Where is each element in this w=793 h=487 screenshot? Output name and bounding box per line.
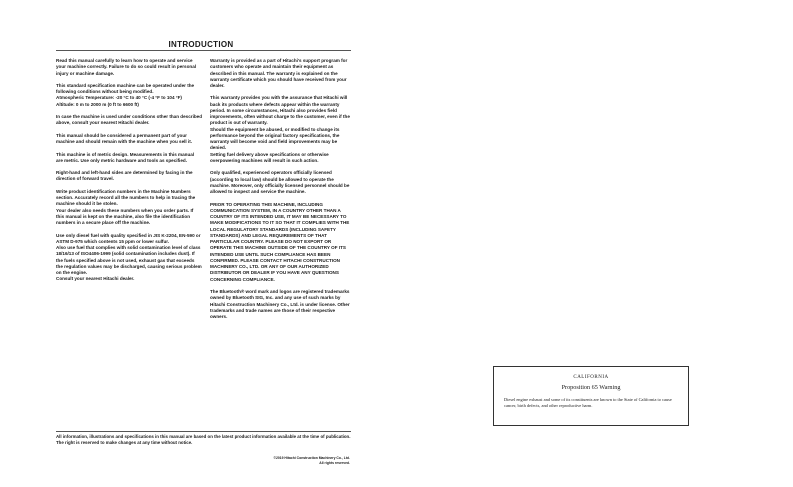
- paragraph: This warranty provides you with the assurance that Hitachi will back its products where defects appear within the warranty period. In some circumstances, Hitachi also provides field improvements, often without charge to the customer, even if the product is out of warranty. Should the equipment be abused, or modified to change its performance beyond the original factory specifications, the warranty will become void and field improvements may be denied. Setting fuel delivery above specifications or otherwise overpowering machines will result in such action.: [210, 95, 350, 163]
- paragraph: In case the machine is used under conditions other than described above, consult your nearest Hitachi dealer.: [56, 114, 203, 126]
- paragraph: Warranty is provided as a part of Hitachi's support program for customers who operate and maintain their equipment as described in this manual. The warranty is explained on the warranty certificate which you should have received from your dealer.: [210, 58, 348, 88]
- paragraph: Use only diesel fuel with quality specified in JIS K-2204, EN-590 or ASTM D-975 which contents 15 ppm or lower sulfur. Also use fuel that complies with solid contamination level of class 18/16/13 of ISO4406-1999 (solid contamination includes dust). If the fuels specified above is not used, exhaust gas that exceeds the regulation values may be discharged, causing serious problem on the engine. Consult your nearest Hitachi dealer.: [56, 232, 202, 282]
- prop65-warning-box: [493, 366, 689, 426]
- compliance-paragraph: PRIOR TO OPERATING THIS MACHINE, INCLUDING COMMUNICATION SYSTEM, IN A COUNTRY OTHER THAN A COUNTRY OF ITS INTENDED USE, IT MAY BE NECESSARY TO MAKE MODIFICATIONS TO IT SO THAT IT COMPLIES WITH THE LOCAL REGULATORY STANDARDS (INCLUDING SAFETY STANDARDS) AND LEGAL REQUIREMENTS OF THAT PARTICULAR COUNTRY. PLEASE DO NOT EXPORT OR OPERATE THIS MACHINE OUTSIDE OF THE COUNTRY OF ITS INTENDED USE UNTIL SUCH COMPLIANCE HAS BEEN CONFIRMED. PLEASE CONTACT HITACHI CONSTRUCTION MACHINERY CO., LTD. OR ANY OF OUR AUTHORIZED DISTRIBUTOR OR DEALER IF YOU HAVE ANY QUESTIONS CONCERNING COMPLIANCE.: [210, 201, 350, 282]
- prop65-body: Diesel engine exhaust and some of its constituents are known to the State of California to cause cancer, birth defects, and other reproductive harm.: [504, 397, 672, 409]
- paragraph: This standard specification machine can be operated under the following conditions without being modified. Atmospheric Temperature: -20 °C to 40 °C (-4 °F to 104 °F) Altitude: 0 m to 2000 m (0 ft to 6600 ft): [56, 82, 195, 107]
- paragraph: Write product identification numbers in the Machine Numbers section. Accurately record all the numbers to help in tracing the machine should it be stolen. Your dealer also needs these numbers when you order parts. If this manual is kept on the machine, also file the identification numbers in a secure place off the machine.: [56, 188, 196, 226]
- right-column: [210, 58, 351, 326]
- prop65-title: Proposition 65 Warning: [561, 384, 621, 391]
- copyright-notice: ©2019 Hitachi Construction Machinery Co., Ltd. All rights reserved.: [273, 456, 350, 465]
- paragraph: This manual should be considered a permanent part of your machine and should remain with the machine when you sell it.: [56, 132, 193, 145]
- paragraph: Only qualified, experienced operators officially licensed (according to local law) should be allowed to operate the machine. Moreover, only officially licensed personnel should be allowed to inspect and service the machine.: [210, 170, 350, 195]
- paragraph: Right-hand and left-hand sides are determined by facing in the direction of forward travel.: [56, 170, 193, 182]
- paragraph: This machine is of metric design. Measurements in this manual are metric. Use only metric hardware and tools as specified.: [56, 151, 195, 163]
- prop65-heading: CALIFORNIA: [573, 375, 609, 380]
- paragraph: Read this manual carefully to learn how to operate and service your machine correctly. Failure to do so could result in personal injury or machine damage.: [56, 58, 197, 76]
- footer-divider: [56, 431, 351, 432]
- title-divider: [56, 50, 351, 51]
- left-column: [56, 58, 202, 289]
- footer-notice: All information, illustrations and specifications in this manual are based on the latest product information available at the time of publication. The right is reserved to make changes at any time without notice.: [56, 434, 351, 445]
- page-title: INTRODUCTION: [168, 40, 234, 49]
- paragraph: The Bluetooth® word mark and logos are registered trademarks owned by Bluetooth SIG, Inc. and any use of such marks by Hitachi Construction Machinery Co., Ltd. is under license. Other trademarks and trade names are those of their respective owners.: [210, 289, 350, 319]
